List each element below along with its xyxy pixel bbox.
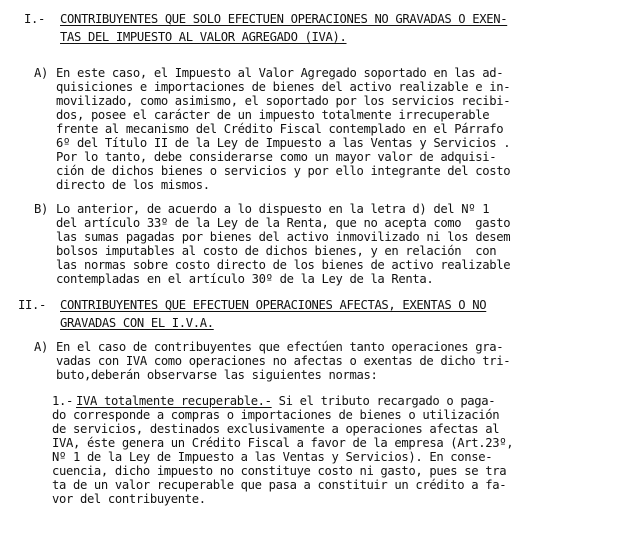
rule-1-line: do corresponde a compras o importaciones de bienes o utilización (52, 408, 500, 422)
section-2-item-a-line: En el caso de contribuyentes que efectúen tanto operaciones gra- (56, 340, 504, 354)
section-1-heading-line-2: TAS DEL IMPUESTO AL VALOR AGREGADO (IVA). (60, 30, 347, 44)
section-2-item-a-line: buto,deberán observarse las siguientes normas: (56, 368, 378, 382)
rule-1-first-line-rest: Si el tributo recargado o paga- (271, 394, 496, 408)
section-2-item-a-line: vadas con IVA como operaciones no afectas o exentas de dicho tri- (56, 354, 511, 368)
section-2-heading-line-2: GRAVADAS CON EL I.V.A. (60, 316, 214, 330)
section-1-item-a-line: directo de los mismos. (56, 178, 210, 192)
section-2-number: II.- (18, 298, 46, 312)
rule-1-first-line (76, 394, 495, 408)
section-1-item-b-line: del artículo 33º de la Ley de la Renta, que no acepta como gasto (56, 216, 511, 230)
rule-1-line: Nº 1 de la Ley de Impuesto a las Ventas y Servicios). En conse- (52, 450, 493, 464)
section-1-item-b-line: bolsos imputables al costo de dichos bienes, y en relación con (56, 244, 497, 258)
section-1-item-a-line: quisiciones e importaciones de bienes del activo realizable e in- (56, 80, 511, 94)
section-1-item-a-line: dos, posee el carácter de un impuesto totalmente irrecuperable (56, 108, 490, 122)
section-1-item-a-line: frente al mecanismo del Crédito Fiscal contemplado en el Párrafo (56, 122, 504, 136)
section-1-item-a-line: 6º del Título II de la Ley de Impuesto a las Ventas y Servicios . (56, 136, 511, 150)
rule-1-line: IVA, éste genera un Crédito Fiscal a favor de la empresa (Art.23º, (52, 436, 514, 450)
section-1-number: I.- (24, 12, 45, 26)
section-1-heading-line-1: CONTRIBUYENTES QUE SOLO EFECTUEN OPERACIONES NO GRAVADAS O EXEN- (60, 12, 508, 26)
section-1-item-b-label: B) (34, 202, 48, 216)
section-1-item-a-line: ción de dichos bienes o servicios y por ello integrante del costo (56, 164, 511, 178)
section-2-heading-line-1: CONTRIBUYENTES QUE EFECTUEN OPERACIONES AFECTAS, EXENTAS O NO (60, 298, 487, 312)
rule-1-title: IVA totalmente recuperable.- (76, 394, 272, 408)
section-1-item-b-line: Lo anterior, de acuerdo a lo dispuesto en la letra d) del Nº 1 (56, 202, 490, 216)
rule-1-line: vor del contribuyente. (52, 492, 206, 506)
rule-1-line: ta de un valor recuperable que pasa a constituir un crédito a fa- (52, 478, 507, 492)
section-1-item-b-line: las sumas pagadas por bienes del activo inmovilizado ni los desem (56, 230, 511, 244)
rule-1-line: cuencia, dicho impuesto no constituye costo ni gasto, pues se tra (52, 464, 507, 478)
section-1-item-b-line: contempladas en el artículo 30º de la Ley de la Renta. (56, 272, 434, 286)
section-2-item-a-label: A) (34, 340, 48, 354)
section-1-item-b-line: las normas sobre costo directo de los bienes de activo realizable (56, 258, 511, 272)
section-1-item-a-line: Por lo tanto, debe considerarse como un mayor valor de adquisi- (56, 150, 497, 164)
rule-1-line: de servicios, destinados exclusivamente a operaciones afectas al (52, 422, 500, 436)
section-1-item-a-label: A) (34, 66, 48, 80)
section-1-item-a-line: movilizado, como asimismo, el soportado por los servicios recibi- (56, 94, 511, 108)
rule-1-number: 1.- (52, 394, 73, 408)
section-1-item-a-line: En este caso, el Impuesto al Valor Agregado soportado en las ad- (56, 66, 504, 80)
